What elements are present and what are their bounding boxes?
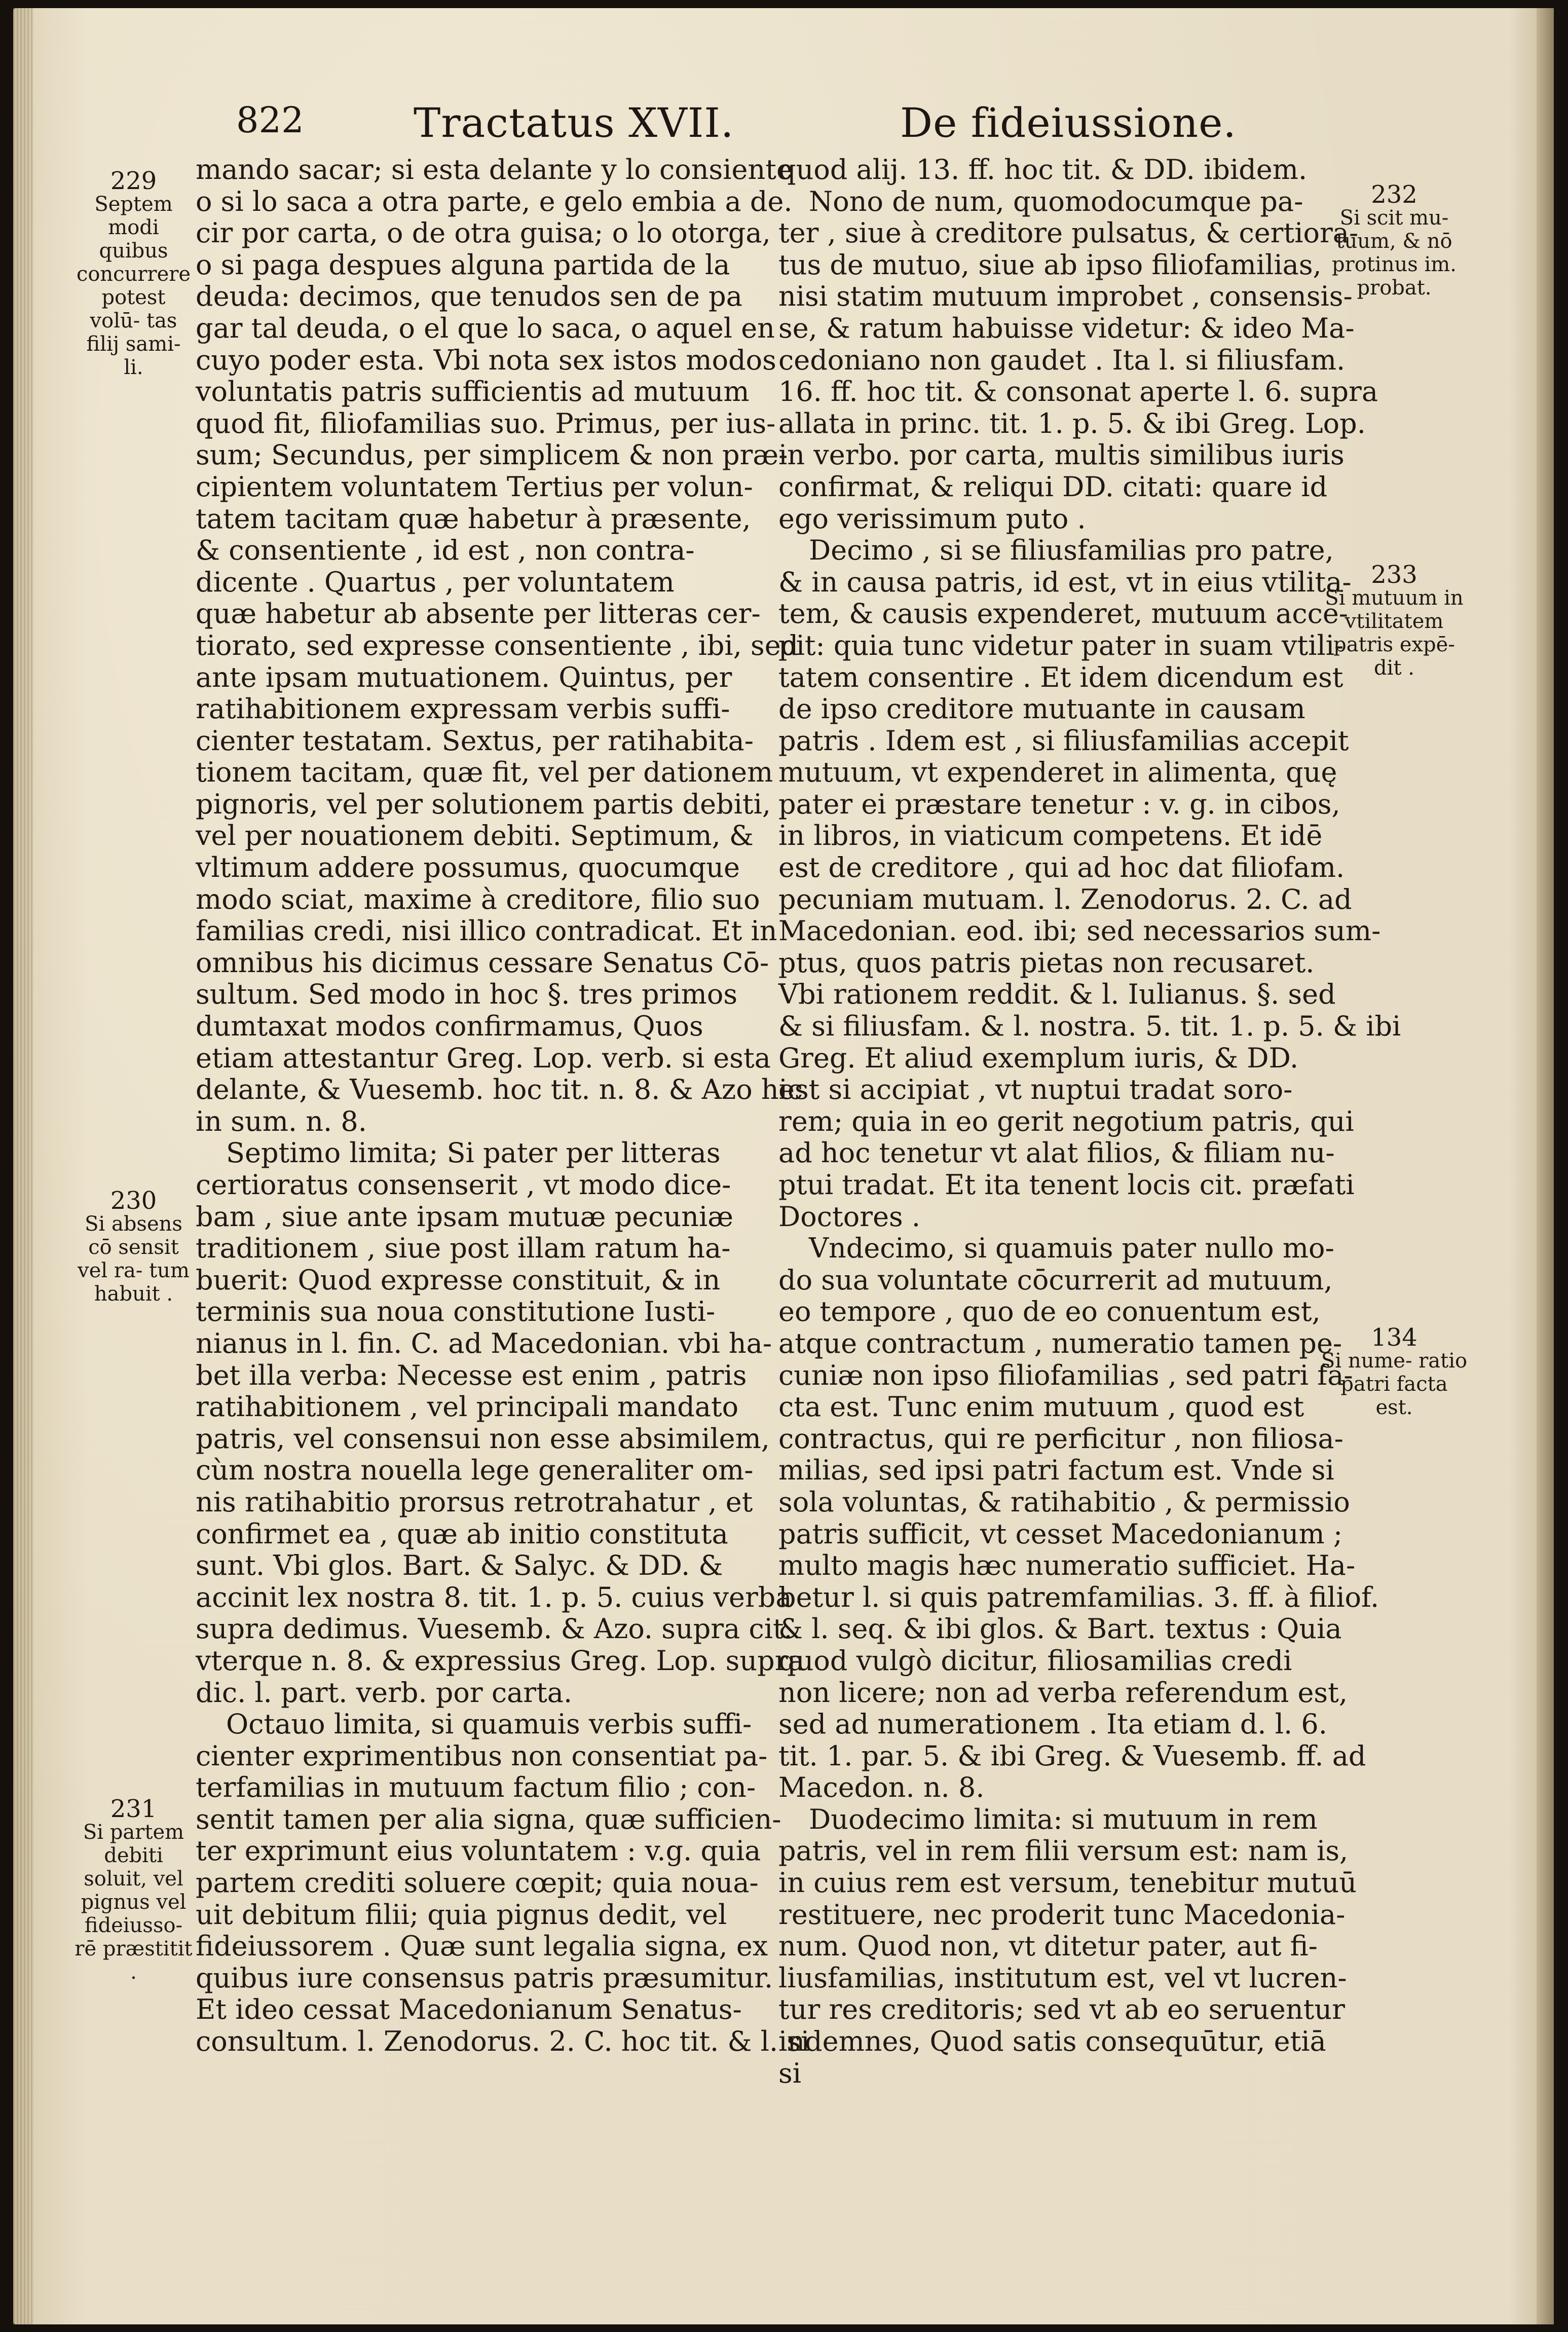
text-line: se, & ratum habuisse videtur: & ideo Ma-: [778, 312, 1355, 344]
text-line: de ipso creditore mutuante in causam: [778, 693, 1305, 725]
next-page-edge: [1537, 8, 1554, 2324]
margin-note: [74, 1189, 193, 1306]
text-line: milias, sed ipsi patri factum est. Vnde si: [778, 1454, 1334, 1487]
margin-note: [1321, 1323, 1468, 1419]
text-line: restituere, nec proderit tunc Macedonia-: [778, 1898, 1346, 1931]
text-line: fideiussorem . Quæ sunt legalia signa, ex: [196, 1930, 768, 1963]
text-line: quod fit, filiofamilias suo. Primus, per ius-: [196, 407, 776, 439]
text-line: ante ipsam mutuationem. Quintus, per: [196, 661, 732, 693]
text-line: & si filiusfam. & l. nostra. 5. tit. 1. p. 5. & ibi: [778, 1010, 1401, 1043]
text-line: in verbo. por carta, multis similibus iuris: [778, 439, 1345, 471]
text-line: modo sciat, maxime à creditore, filio suo: [196, 883, 760, 915]
margin-note-text: Si partem debiti soluit, vel pignus vel fideiusso- rē præstitit .: [74, 1821, 193, 1984]
text-line: nisi statim mutuum improbet , consensis-: [778, 280, 1353, 313]
text-line: patris sufficit, vt cesset Macedonianum ;: [778, 1517, 1343, 1550]
text-line: tionem tacitam, quæ fit, vel per dationem: [196, 756, 773, 789]
running-head-right: De fideiussione.: [900, 99, 1237, 146]
text-line: dicente . Quartus , per voluntatem: [196, 566, 675, 598]
text-line: voluntatis patris sufficientis ad mutuum: [196, 376, 750, 408]
text-line: est si accipiat , vt nuptui tradat soro-: [778, 1074, 1293, 1106]
text-line: cuniæ non ipso filiofamilias , sed patri fa-: [778, 1359, 1353, 1391]
text-line: o si lo saca a otra parte, e gelo embia a de.: [196, 185, 793, 217]
running-head-left: Tractatus XVII.: [414, 99, 734, 146]
text-line: multo magis hæc numeratio sufficiet. Ha-: [778, 1549, 1356, 1582]
margin-note: [74, 1797, 193, 1984]
text-line: quæ habetur ab absente per litteras cer-: [196, 598, 761, 630]
text-line: do sua voluntate cōcurrerit ad mutuum,: [778, 1264, 1333, 1296]
text-line: omnibus his dicimus cessare Senatus Cō-: [196, 946, 769, 979]
text-line: cienter testatam. Sextus, per ratihabita-: [196, 724, 754, 757]
margin-note-number: 230: [110, 1187, 157, 1215]
margin-note-number: 232: [1371, 180, 1417, 209]
left-text-column: [196, 154, 810, 2058]
text-line: sultum. Sed modo in hoc §. tres primos: [196, 978, 738, 1011]
text-line: sunt. Vbi glos. Bart. & Salyc. & DD. &: [196, 1549, 723, 1582]
page-number: 822: [236, 99, 304, 141]
text-line: allata in princ. tit. 1. p. 5. & ibi Greg. Lop.: [778, 407, 1366, 439]
text-line: tur res creditoris; sed vt ab eo seruentur: [778, 1993, 1345, 2026]
text-line: tit. 1. par. 5. & ibi Greg. & Vuesemb. ff. ad: [778, 1739, 1366, 1772]
text-line: contractus, qui re perficitur , non filiosa-: [778, 1422, 1343, 1455]
margin-note: [1321, 180, 1468, 300]
text-line: nis ratihabitio prorsus retrotrahatur , et: [196, 1486, 753, 1518]
text-line: sum; Secundus, per simplicem & non præ-: [196, 439, 788, 471]
text-line: pit: quia tunc videtur pater in suam vtili-: [778, 629, 1344, 661]
margin-note: [1321, 563, 1468, 680]
text-line: gar tal deuda, o el que lo saca, o aquel en: [196, 312, 775, 344]
text-line: partem crediti soluere cœpit; quia noua-: [196, 1867, 759, 1899]
text-line: cùm nostra nouella lege generaliter om-: [196, 1454, 754, 1487]
text-line: in libros, in viaticum competens. Et idē: [778, 820, 1323, 852]
text-line: num. Quod non, vt ditetur pater, aut fi-: [778, 1930, 1318, 1963]
text-line: Octauo limita, si quamuis verbis suffi-: [226, 1708, 752, 1741]
text-line: Duodecimo limita: si mutuum in rem: [809, 1803, 1318, 1835]
text-line: familias credi, nisi illico contradicat. Et in: [196, 915, 777, 947]
text-line: sed ad numerationem . Ita etiam d. l. 6.: [778, 1708, 1327, 1741]
text-line: sola voluntas, & ratihabitio , & permissio: [778, 1486, 1350, 1518]
text-line: ego verissimum puto .: [778, 502, 1086, 535]
text-line: tem, & causis expenderet, mutuum acce-: [778, 598, 1349, 630]
text-line: cedoniano non gaudet . Ita l. si filiusfam.: [778, 344, 1346, 376]
text-line: mando sacar; si esta delante y lo consiente: [196, 154, 793, 186]
text-line: ptui tradat. Et ita tenent locis cit. præfati: [778, 1169, 1355, 1201]
text-line: certioratus consenserit , vt modo dice-: [196, 1169, 731, 1201]
text-line: terfamilias in mutuum factum filio ; con-: [196, 1771, 756, 1804]
margin-note-text: Si absens cō sensit vel ra- tum habuit .: [78, 1212, 190, 1306]
margin-note-text: Si mutuum in vtilitatem patris expē- dit .: [1325, 586, 1464, 680]
text-line: mutuum, vt expenderet in alimenta, quę: [778, 756, 1337, 789]
margin-note-text: Si nume- ratio patri facta est.: [1321, 1349, 1468, 1419]
text-line: sentit tamen per alia signa, quæ sufficien-: [196, 1803, 781, 1835]
text-line: betur l. si quis patremfamilias. 3. ff. à filiof.: [778, 1581, 1379, 1613]
page-header: [13, 99, 1554, 155]
text-line: o si paga despues alguna partida de la: [196, 248, 730, 281]
text-line: vel per nouationem debiti. Septimum, &: [196, 820, 754, 852]
text-line: deuda: decimos, que tenudos sen de pa: [196, 280, 742, 313]
text-line: Et ideo cessat Macedonianum Senatus-: [196, 1993, 742, 2026]
text-line: tiorato, sed expresse consentiente , ibi, sed: [196, 629, 799, 661]
text-line: cuyo poder esta. Vbi nota sex istos modos: [196, 344, 776, 376]
text-line: dumtaxat modos confirmamus, Quos: [196, 1010, 703, 1043]
margin-note-number: 134: [1371, 1323, 1417, 1352]
text-line: ratihabitionem expressam verbis suffi-: [196, 693, 730, 725]
margin-note-number: 231: [110, 1795, 157, 1823]
text-line: Nono de num, quomodocumque pa-: [809, 185, 1303, 217]
text-line: Macedonian. eod. ibi; sed necessarios sum-: [778, 915, 1381, 947]
text-line: terminis sua noua constitutione Iusti-: [196, 1295, 716, 1328]
text-line: ptus, quos patris pietas non recusaret.: [778, 946, 1315, 979]
text-line: Doctores .: [778, 1200, 921, 1233]
text-line: vltimum addere possumus, quocumque: [196, 852, 740, 884]
text-line: Decimo , si se filiusfamilias pro patre,: [809, 534, 1334, 567]
margin-note-number: 229: [110, 167, 157, 195]
text-line: cipientem voluntatem Tertius per volun-: [196, 470, 753, 503]
book-page: [13, 8, 1554, 2324]
text-line: indemnes, Quod satis consequūtur, etiā: [778, 2025, 1326, 2058]
text-line: tus de mutuo, siue ab ipso filiofamilias,: [778, 248, 1322, 281]
text-line: liusfamilias, institutum est, vel vt lucren-: [778, 1961, 1347, 1994]
text-line: patris . Idem est , si filiusfamilias accepit: [778, 724, 1349, 757]
page-gutter-edge: [13, 8, 33, 2324]
text-line: ter , siue à creditore pulsatus, & certiora-: [778, 217, 1359, 249]
text-line: confirmet ea , quæ ab initio constituta: [196, 1517, 728, 1550]
text-line: vterque n. 8. & expressius Greg. Lop. supra: [196, 1644, 804, 1677]
margin-note-number: 233: [1371, 561, 1417, 589]
text-line: quod vulgò dicitur, filiosamilias credi: [778, 1644, 1292, 1677]
text-line: non licere; non ad verba referendum est,: [778, 1676, 1348, 1709]
text-line: quod alij. 13. ff. hoc tit. & DD. ibidem.: [778, 154, 1308, 186]
text-line: dic. l. part. verb. por carta.: [196, 1676, 573, 1709]
text-line: rem; quia in eo gerit negotium patris, qui: [778, 1105, 1354, 1137]
text-line: est de creditore , qui ad hoc dat filiofam.: [778, 852, 1345, 884]
text-line: atque contractum , numeratio tamen pe-: [778, 1327, 1342, 1359]
text-line: patris, vel consensui non esse absimilem,: [196, 1422, 770, 1455]
text-line: ter exprimunt eius voluntatem : v.g. quia: [196, 1835, 761, 1867]
text-line: accinit lex nostra 8. tit. 1. p. 5. cuius verba: [196, 1581, 792, 1613]
text-line: cta est. Tunc enim mutuum , quod est: [778, 1391, 1304, 1423]
text-line: Vbi rationem reddit. & l. Iulianus. §. sed: [778, 978, 1336, 1011]
text-line: Greg. Et aliud exemplum iuris, & DD.: [778, 1042, 1299, 1074]
margin-note: [74, 169, 193, 379]
text-line: tatem consentire . Et idem dicendum est: [778, 661, 1343, 693]
text-line: buerit: Quod expresse constituit, & in: [196, 1264, 721, 1296]
text-line: pecuniam mutuam. l. Zenodorus. 2. C. ad: [778, 883, 1352, 915]
text-line: pignoris, vel per solutionem partis debiti,: [196, 788, 771, 820]
text-line: cienter exprimentibus non consentiat pa-: [196, 1739, 768, 1772]
text-line: bet illa verba: Necesse est enim , patris: [196, 1359, 747, 1391]
text-line: delante, & Vuesemb. hoc tit. n. 8. & Azo hic: [196, 1074, 803, 1106]
text-line: cir por carta, o de otra guisa; o lo otorga,: [196, 217, 771, 249]
text-line: quibus iure consensus patris præsumitur.: [196, 1961, 773, 1994]
text-line: & l. seq. & ibi glos. & Bart. textus : Quia: [778, 1613, 1342, 1645]
text-line: uit debitum filii; quia pignus dedit, vel: [196, 1898, 727, 1931]
text-line: 16. ff. hoc tit. & consonat aperte l. 6. supra: [778, 376, 1378, 408]
text-line: & in causa patris, id est, vt in eius vtilita-: [778, 566, 1352, 598]
text-line: confirmat, & reliqui DD. citati: quare id: [778, 470, 1328, 503]
text-line: & consentiente , id est , non contra-: [196, 534, 695, 567]
text-line: tatem tacitam quæ habetur à præsente,: [196, 502, 751, 535]
text-line: Vndecimo, si quamuis pater nullo mo-: [809, 1232, 1334, 1265]
margin-note-text: Septem modi quibus concurrere potest volū- tas filij sami- li.: [76, 193, 191, 379]
text-line: ratihabitionem , vel principali mandato: [196, 1391, 739, 1423]
text-line: patris, vel in rem filii versum est: nam is,: [778, 1835, 1349, 1867]
text-line: consultum. l. Zenodorus. 2. C. hoc tit. & l. si: [196, 2025, 810, 2058]
text-line: Septimo limita; Si pater per litteras: [226, 1137, 721, 1169]
margin-note-text: Si scit mu- tuum, & nō protinus im. probat.: [1332, 206, 1457, 300]
text-line: pater ei præstare tenetur : v. g. in cibos,: [778, 788, 1340, 820]
text-line: in cuius rem est versum, tenebitur mutuū: [778, 1867, 1357, 1899]
text-line: etiam attestantur Greg. Lop. verb. si esta: [196, 1042, 771, 1074]
text-line: bam , siue ante ipsam mutuæ pecuniæ: [196, 1200, 733, 1233]
text-line: Macedon. n. 8.: [778, 1771, 985, 1804]
text-line: si: [778, 2057, 801, 2089]
text-line: traditionem , siue post illam ratum ha-: [196, 1232, 731, 1265]
text-line: in sum. n. 8.: [196, 1105, 367, 1137]
text-line: supra dedimus. Vuesemb. & Azo. supra cit.: [196, 1613, 793, 1645]
text-line: ad hoc tenetur vt alat filios, & filiam nu-: [778, 1137, 1335, 1169]
text-line: nianus in l. fin. C. ad Macedonian. vbi ha-: [196, 1327, 772, 1359]
text-line: eo tempore , quo de eo conuentum est,: [778, 1295, 1321, 1328]
